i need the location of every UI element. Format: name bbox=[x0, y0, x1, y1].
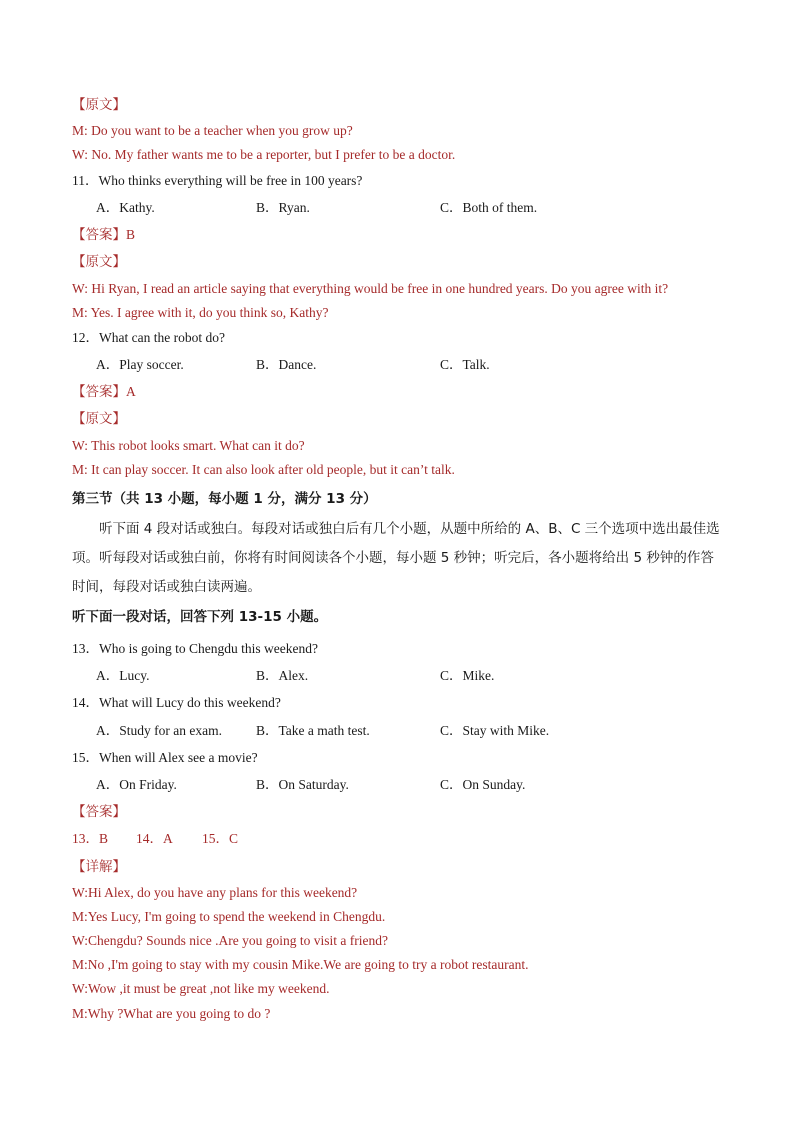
question-13: 13．Who is going to Chengdu this weekend? bbox=[72, 641, 318, 656]
answer-tag: 【答案】 bbox=[72, 227, 126, 243]
option-b: B．Take a math test. bbox=[256, 723, 370, 738]
option-b: B．Ryan. bbox=[256, 200, 310, 215]
answer-row bbox=[72, 383, 136, 401]
answer-row bbox=[72, 226, 135, 244]
question-14: 14．What will Lucy do this weekend? bbox=[72, 695, 281, 710]
section-instructions: 听下面 4 段对话或独白。每段对话或独白后有几个小题，从题中所给的 A、B、C 三个选项中选出最佳选项。听每段对话或独白前，你将有时间阅读各个小题，每小题 5 秒钟；听完后，各小题将给出 5 秒钟的作答时间，每段对话或独白读两遍。 bbox=[72, 521, 720, 595]
option-b: B．Dance. bbox=[256, 357, 317, 372]
detail-line: M:Yes Lucy, I'm going to spend the weekend in Chengdu. bbox=[72, 909, 386, 924]
question-12: 12．What can the robot do? bbox=[72, 330, 225, 345]
question-15: 15．When will Alex see a movie? bbox=[72, 750, 258, 765]
option-c: C．On Sunday. bbox=[440, 777, 526, 792]
answer-value: B bbox=[126, 227, 136, 242]
option-a: A．Kathy. bbox=[96, 200, 155, 215]
detail-tag: 【详解】 bbox=[72, 859, 126, 875]
option-a: A．Lucy. bbox=[96, 668, 150, 683]
detail-line: M:No ,I'm going to stay with my cousin Mike.We are going to try a robot restaurant. bbox=[72, 957, 529, 972]
answer-13: 13．B bbox=[72, 831, 109, 846]
option-b: B．On Saturday. bbox=[256, 777, 349, 792]
detail-line: W:Wow ,it must be great ,not like my weekend. bbox=[72, 981, 330, 996]
option-a: A．On Friday. bbox=[96, 777, 177, 792]
section-heading: 第三节（共 13 小题，每小题 1 分，满分 13 分） bbox=[72, 491, 377, 507]
answer-tag: 【答案】 bbox=[72, 384, 126, 400]
answer-value: A bbox=[126, 384, 136, 399]
yuanwen-tag: 【原文】 bbox=[72, 97, 126, 113]
transcript-line: W: Hi Ryan, I read an article saying that everything would be free in one hundred years. Do you agree with it? bbox=[72, 281, 669, 296]
transcript-line: M: It can play soccer. It can also look after old people, but it can’t talk. bbox=[72, 462, 455, 477]
option-b: B．Alex. bbox=[256, 668, 309, 683]
question-11: 11．Who thinks everything will be free in 100 years? bbox=[72, 173, 363, 188]
answer-14: 14．A bbox=[136, 831, 173, 846]
option-a: A．Study for an exam. bbox=[96, 723, 222, 738]
option-a: A．Play soccer. bbox=[96, 357, 184, 372]
option-c: C．Mike. bbox=[440, 668, 495, 683]
answer-15: 15．C bbox=[202, 831, 239, 846]
option-c: C．Talk. bbox=[440, 357, 490, 372]
transcript-line: W: This robot looks smart. What can it do? bbox=[72, 438, 305, 453]
transcript-line: W: No. My father wants me to be a reporter, but I prefer to be a doctor. bbox=[72, 147, 456, 162]
answer-tag: 【答案】 bbox=[72, 804, 126, 820]
detail-line: W:Hi Alex, do you have any plans for this weekend? bbox=[72, 885, 358, 900]
transcript-line: M: Yes. I agree with it, do you think so, Kathy? bbox=[72, 305, 329, 320]
option-c: C．Both of them. bbox=[440, 200, 538, 215]
detail-line: M:Why ?What are you going to do ? bbox=[72, 1006, 271, 1021]
detail-line: W:Chengdu? Sounds nice .Are you going to visit a friend? bbox=[72, 933, 388, 948]
option-c: C．Stay with Mike. bbox=[440, 723, 550, 738]
yuanwen-tag: 【原文】 bbox=[72, 254, 126, 270]
transcript-line: M: Do you want to be a teacher when you grow up? bbox=[72, 123, 353, 138]
sub-heading: 听下面一段对话，回答下列 13-15 小题。 bbox=[72, 609, 328, 625]
yuanwen-tag: 【原文】 bbox=[72, 411, 126, 427]
